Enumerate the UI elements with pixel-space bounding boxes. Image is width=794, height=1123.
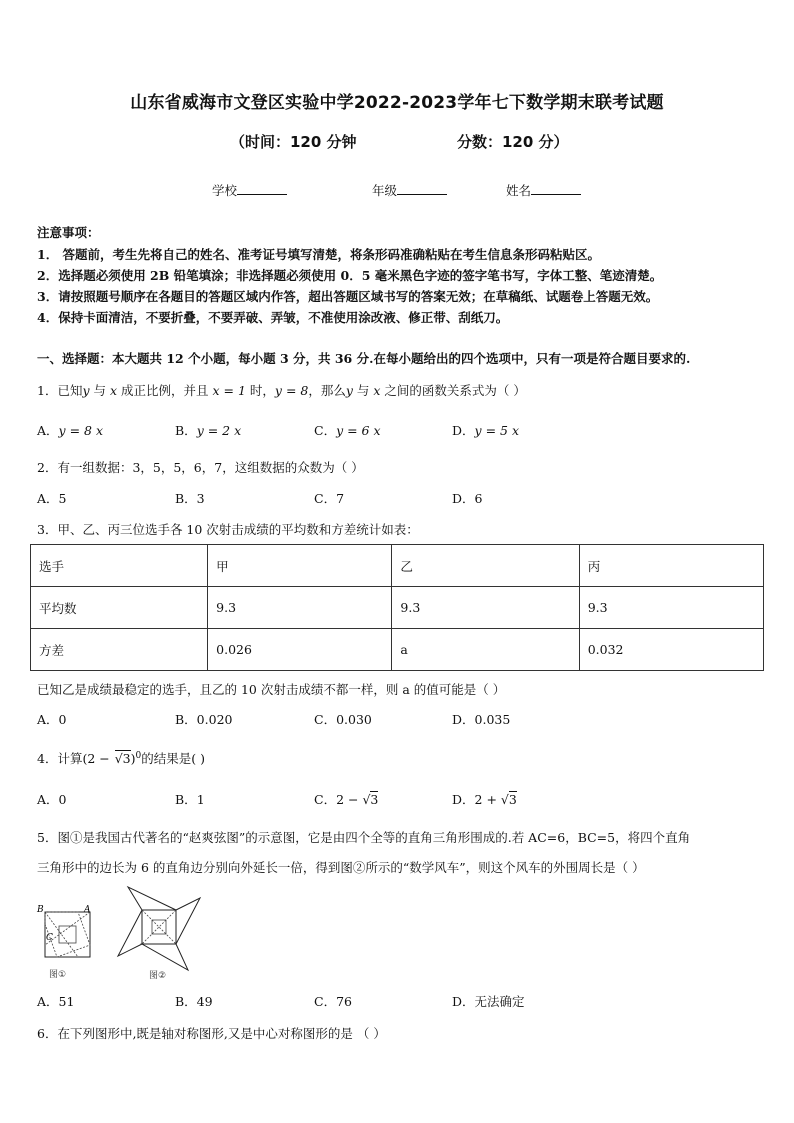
- q4-option-d[interactable]: D．2 + √3: [452, 792, 517, 807]
- note-item: 3．请按照题号顺序在各题目的答题区域内作答，超出答题区域书写的答案无效；在草稿纸、试题卷上答题无效。: [37, 289, 659, 304]
- notes-heading: 注意事项：: [37, 225, 100, 240]
- table-header-cell: 甲: [208, 545, 392, 587]
- q2-option-d[interactable]: D．6: [452, 491, 483, 506]
- table-cell: a: [392, 629, 579, 671]
- q3-option-a[interactable]: A．0: [37, 712, 67, 727]
- note-item: 1． 答题前，考生先将自己的姓名、准考证号填写清楚，将条形码准确粘贴在考生信息条形码粘贴区。: [37, 247, 601, 262]
- table-header-cell: 乙: [392, 545, 579, 587]
- q5-option-a[interactable]: A．51: [37, 994, 75, 1009]
- q5-option-d[interactable]: D．无法确定: [452, 994, 525, 1009]
- zhao-shuang-diagram: [33, 900, 98, 982]
- figure-1-caption: 图①: [49, 970, 67, 980]
- label-c: C: [46, 933, 53, 943]
- school-blank[interactable]: [237, 182, 287, 195]
- q3-option-b[interactable]: B．0.020: [175, 712, 233, 727]
- q2-option-b[interactable]: B．3: [175, 491, 205, 506]
- q4-option-b[interactable]: B．1: [175, 792, 205, 807]
- table-cell: 平均数: [31, 587, 208, 629]
- table-row: [31, 629, 764, 671]
- figure-2-caption: 图②: [149, 971, 167, 981]
- question-6: 6．在下列图形中,既是轴对称图形,又是中心对称图形的是 （ ）: [37, 1026, 386, 1041]
- question-5-line2: 三角形中的边长为 6 的直角边分别向外延长一倍，得到图②所示的“数学风车”，则这个风车的外围周长是（ ）: [37, 860, 645, 875]
- table-header-row: [31, 545, 764, 587]
- school-field[interactable]: [212, 181, 287, 199]
- section-heading: 一、选择题：本大题共 12 个小题，每小题 3 分，共 36 分.在每小题给出的四个选项中，只有一项是符合题目要求的.: [37, 351, 691, 366]
- table-row: [31, 587, 764, 629]
- question-5-line1: 5．图①是我国古代著名的“赵爽弦图”的示意图，它是由四个全等的直角三角形围成的.若 AC=6，BC=5，将四个直角: [37, 830, 691, 845]
- school-label: 学校: [212, 183, 238, 198]
- table-cell: 0.032: [579, 629, 763, 671]
- figure-2: [115, 885, 205, 983]
- table-cell: 9.3: [579, 587, 763, 629]
- exam-score: 分数：120 分）: [457, 133, 569, 151]
- q2-option-a[interactable]: A．5: [37, 491, 67, 506]
- table-header-cell: 选手: [31, 545, 208, 587]
- question-1: 1．已知y 与 x 成正比例，并且 x = 1 时，y = 8，那么y 与 x 之间的函数关系式为（ ）: [37, 383, 526, 398]
- question-3-follow: 已知乙是成绩最稳定的选手，且乙的 10 次射击成绩不都一样，则 a 的值可能是（ ）: [37, 682, 506, 697]
- q5-option-b[interactable]: B．49: [175, 994, 213, 1009]
- note-item: 4．保持卡面清洁，不要折叠，不要弄破、弄皱，不准使用涂改液、修正带、刮纸刀。: [37, 310, 509, 325]
- q2-option-c[interactable]: C．7: [314, 491, 345, 506]
- q4-option-a[interactable]: A．0: [37, 792, 67, 807]
- label-b: B: [37, 905, 44, 915]
- grade-field[interactable]: [372, 181, 447, 199]
- table-cell: 9.3: [208, 587, 392, 629]
- pinwheel-diagram: [115, 885, 205, 983]
- question-3: 3．甲、乙、丙三位选手各 10 次射击成绩的平均数和方差统计如表：: [37, 522, 419, 537]
- table-header-cell: 丙: [579, 545, 763, 587]
- exam-time: （时间：120 分钟: [230, 133, 357, 151]
- table-cell: 方差: [31, 629, 208, 671]
- q1-option-c[interactable]: C．y = 6 x: [314, 423, 381, 438]
- q3-option-c[interactable]: C．0.030: [314, 712, 372, 727]
- q5-option-c[interactable]: C．76: [314, 994, 352, 1009]
- question-4: 4．计算$(2 - √3)^0$的结果是( ): [37, 750, 205, 766]
- label-a: A: [84, 905, 91, 915]
- exam-title: 山东省威海市文登区实验中学2022-2023学年七下数学期末联考试题: [130, 93, 664, 113]
- stats-table: [30, 544, 764, 671]
- q4-option-c[interactable]: C．2 − √3: [314, 792, 379, 807]
- name-field[interactable]: [506, 181, 581, 199]
- q1-option-b[interactable]: B．y = 2 x: [175, 423, 242, 438]
- q1-option-d[interactable]: D．y = 5 x: [452, 423, 519, 438]
- question-2: 2．有一组数据：3，5，5，6，7，这组数据的众数为（ ）: [37, 460, 364, 475]
- name-label: 姓名: [506, 183, 532, 198]
- name-blank[interactable]: [531, 182, 581, 195]
- table-cell: 0.026: [208, 629, 392, 671]
- q3-option-d[interactable]: D．0.035: [452, 712, 511, 727]
- grade-blank[interactable]: [397, 182, 447, 195]
- note-item: 2．选择题必须使用 2B 铅笔填涂；非选择题必须使用 0．5 毫米黑色字迹的签字笔书写，字体工整、笔迹清楚。: [37, 268, 663, 283]
- table-cell: 9.3: [392, 587, 579, 629]
- grade-label: 年级: [372, 183, 398, 198]
- q1-option-a[interactable]: A．y = 8 x: [37, 423, 103, 438]
- figure-1: [33, 900, 98, 982]
